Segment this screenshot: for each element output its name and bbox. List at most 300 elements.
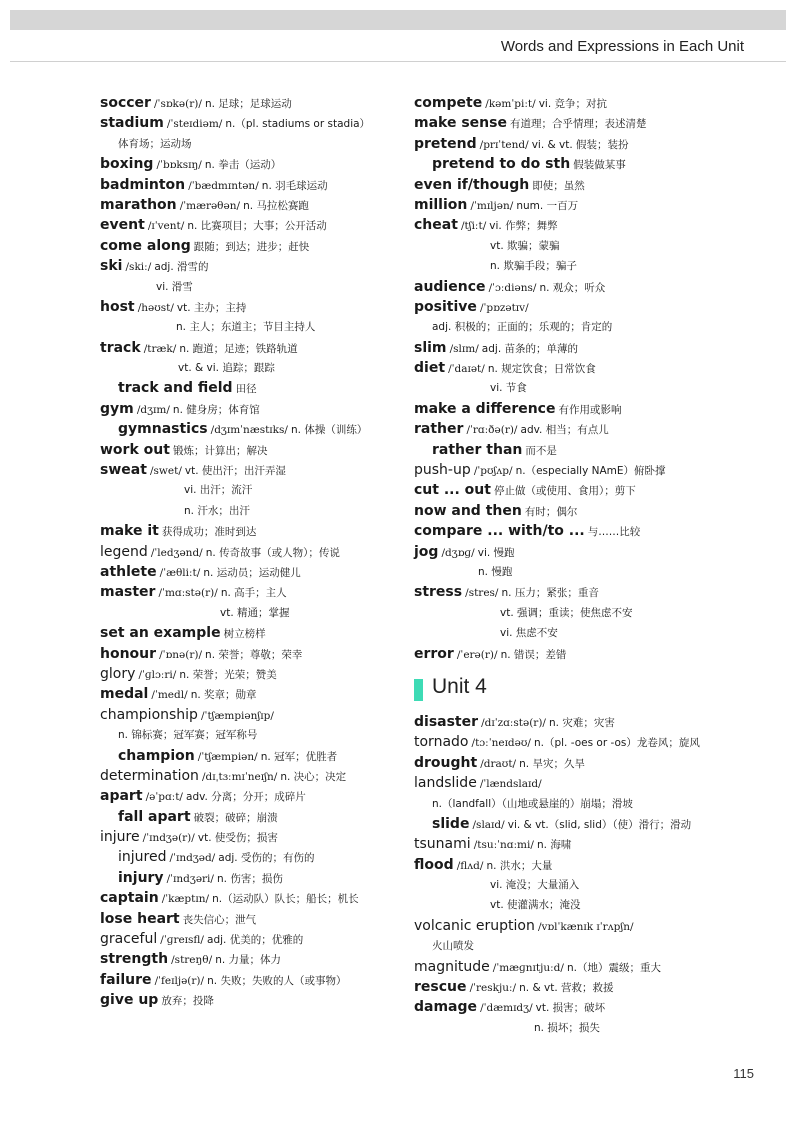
vocab-entry <box>414 175 784 195</box>
vocab-definition: vt. 使受伤；损害 <box>197 832 278 845</box>
unit-title: Unit 4 <box>432 674 487 698</box>
vocab-phonetic: /kəmˈpiːt/ <box>485 98 536 110</box>
vocab-entry <box>414 195 784 215</box>
vocab-entry <box>100 562 400 582</box>
vocab-definition: 锻炼；计算出；解决 <box>172 444 268 457</box>
vocab-word: damage <box>414 999 478 1016</box>
vocab-definition: n.（pl. stadiums or stadia） <box>225 118 371 131</box>
vocab-word: drought <box>414 754 478 771</box>
vocab-entry <box>100 644 400 664</box>
vocab-phonetic: /ˈkæptɪn/ <box>161 893 210 906</box>
vocab-word: set an example <box>100 625 221 642</box>
vocab-entry <box>100 542 400 562</box>
vocab-entry <box>414 501 784 521</box>
vocab-entry <box>100 868 400 888</box>
unit-3-continued-list <box>414 93 784 664</box>
vocab-definition: 而不是 <box>525 444 557 457</box>
vocab-entry <box>414 460 784 480</box>
vocab-word: even if/though <box>414 176 530 193</box>
vocab-definition: adj. 滑雪的 <box>154 261 209 274</box>
vocab-phonetic: /tʃiːt/ <box>460 220 487 233</box>
vocab-phonetic: /ˈɪndʒə(r)/ <box>142 832 195 845</box>
vocab-definition: n. 比赛项目；大事；公开活动 <box>187 220 327 233</box>
vocab-definition: vi. 出汗；流汗 <box>184 484 253 497</box>
vocab-word: glory <box>100 665 136 682</box>
vocab-entry <box>414 814 784 834</box>
vocab-phonetic: /dɪˌtɜːmɪˈneɪʃn/ <box>201 770 278 783</box>
vocab-entry <box>100 664 400 684</box>
vocab-entry <box>414 134 784 154</box>
vocab-word: rather <box>414 421 464 438</box>
vocab-entry <box>414 338 784 358</box>
vocab-phonetic: /ˈreskjuː/ <box>469 982 517 995</box>
vocab-phonetic: /ˈɡlɔːri/ <box>138 668 177 681</box>
vocab-phonetic: /dʒɒɡ/ <box>441 546 475 559</box>
vocab-word: event <box>100 217 145 234</box>
vocab-entry <box>414 399 784 419</box>
vocab-phonetic: /slaɪd/ <box>472 818 505 831</box>
vocab-phonetic: /ˈɪndʒəd/ <box>169 852 216 865</box>
vocab-entry <box>414 712 784 732</box>
vocab-phonetic: /ˈtʃæmpiən/ <box>197 750 258 763</box>
vocab-word: diet <box>414 360 446 377</box>
unit-accent-bar <box>414 679 423 701</box>
vocab-word: lose heart <box>100 910 180 927</box>
vocab-definition: 田径 <box>235 383 257 396</box>
vocab-definition: vi. 作弊；舞弊 <box>489 220 558 233</box>
vocab-entry <box>414 1018 784 1038</box>
vocab-phonetic: /ˈsɒkə(r)/ <box>154 98 202 110</box>
vocab-phonetic: /draʊt/ <box>480 757 517 770</box>
vocab-definition: n. 海啸 <box>536 839 572 852</box>
vocab-word: gymnastics <box>118 421 208 438</box>
vocab-word: medal <box>100 686 149 703</box>
vocab-definition: n. 错误；差错 <box>500 648 567 661</box>
vocab-word: magnitude <box>414 958 490 975</box>
vocab-entry <box>414 644 784 664</box>
vocab-entry <box>414 997 784 1017</box>
vocab-entry <box>100 175 400 195</box>
vocab-entry <box>100 807 400 827</box>
vocab-definition: vi. 节食 <box>490 382 527 395</box>
vocab-entry <box>414 834 784 854</box>
vocab-word: error <box>414 645 454 662</box>
vocab-word: stadium <box>100 115 164 132</box>
vocab-entry <box>414 277 784 297</box>
vocab-word: marathon <box>100 196 177 213</box>
vocab-word: make it <box>100 523 159 540</box>
vocab-word: compete <box>414 95 483 111</box>
vocab-entry <box>100 256 400 276</box>
vocab-entry <box>100 766 400 786</box>
vocab-entry <box>100 705 400 725</box>
vocab-definition: n. 锦标赛；冠军赛；冠军称号 <box>118 729 258 742</box>
vocab-definition: vi. & vt.（slid, slid）（使）滑行；滑动 <box>507 818 692 831</box>
vocab-entry <box>100 827 400 847</box>
vocab-word: legend <box>100 543 148 560</box>
vocab-word: champion <box>118 747 195 764</box>
vocab-definition: vi. 焦虑不安 <box>500 627 558 640</box>
vocab-entry <box>100 623 400 643</box>
vocab-entry <box>100 317 400 337</box>
vocab-word: track <box>100 339 141 356</box>
vocab-entry <box>100 460 400 480</box>
vocab-definition: 有时；偶尔 <box>524 505 578 518</box>
vocab-definition: num. 一百万 <box>516 199 579 212</box>
vocab-word: tornado <box>414 734 469 751</box>
vocab-entry <box>414 236 784 256</box>
vocab-definition: 停止做（或使用、食用）；剪下 <box>494 485 636 498</box>
vocab-phonetic: /flʌd/ <box>456 859 484 872</box>
vocab-definition: adj. 优美的；优雅的 <box>207 934 304 947</box>
vocab-entry <box>414 113 784 133</box>
vocab-definition: n. 损坏；损失 <box>534 1021 600 1034</box>
vocab-phonetic: /vɒlˈkænɪk ɪˈrʌpʃn/ <box>537 920 634 933</box>
vocab-definition: n. 奖章；勋章 <box>190 689 257 702</box>
vocab-entry <box>100 419 400 439</box>
vocab-definition: n. 力量；体力 <box>215 954 282 967</box>
vocab-definition: 放弃；投降 <box>161 995 214 1008</box>
vocab-entry <box>414 582 784 602</box>
vocab-word: million <box>414 196 468 213</box>
vocab-entry <box>100 297 400 317</box>
vocab-entry <box>414 753 784 773</box>
vocab-entry <box>100 990 400 1010</box>
vocab-word: flood <box>414 856 454 873</box>
vocab-phonetic: /ˈmedl/ <box>151 689 188 702</box>
vocab-phonetic: /stres/ <box>465 587 499 600</box>
vocab-entry <box>414 419 784 439</box>
vocab-definition: n. 羽毛球运动 <box>261 179 328 192</box>
vocab-phonetic: /ˈmɪljən/ <box>470 199 514 212</box>
vocab-word: slide <box>432 815 470 832</box>
vocab-definition: vt. & vi. 追踪；跟踪 <box>178 362 275 375</box>
vocab-entry <box>100 888 400 908</box>
vocab-definition: n. 荣誉；尊敬；荣幸 <box>205 648 303 661</box>
vocab-phonetic: /ɪˈvent/ <box>147 220 185 233</box>
vocab-definition: n. 失败；失败的人（或事物） <box>207 974 347 987</box>
vocab-entry <box>414 562 784 582</box>
vocab-phonetic: /ˈdaɪət/ <box>448 363 485 376</box>
vocab-word: come along <box>100 237 191 254</box>
vocab-definition: 即使；虽然 <box>532 179 585 192</box>
vocab-definition: vi. 慢跑 <box>477 546 515 559</box>
vocab-definition: n. 冠军；优胜者 <box>260 750 338 763</box>
vocab-entry <box>414 256 784 276</box>
vocab-definition: adv. 分离；分开；成碎片 <box>186 791 306 804</box>
vocab-word: audience <box>414 278 486 295</box>
vocab-definition: n. 旱灾；久旱 <box>519 757 585 770</box>
vocab-word: track and field <box>118 380 233 397</box>
vocab-word: disaster <box>414 713 479 730</box>
vocab-definition: vi. 淹没；大量涌入 <box>490 879 580 892</box>
vocab-phonetic: /skiː/ <box>125 261 152 274</box>
vocab-entry <box>414 297 784 317</box>
vocab-entry <box>100 440 400 460</box>
vocab-definition: n. 压力；紧张；重音 <box>501 587 599 600</box>
vocab-definition: vt. 损害；破坏 <box>535 1002 606 1015</box>
vocab-entry <box>414 875 784 895</box>
vocab-definition: n. 马拉松赛跑 <box>243 199 309 212</box>
vocab-phonetic: /ˈpɒzətɪv/ <box>479 301 529 314</box>
vocab-phonetic: /ˈɔːdiəns/ <box>488 281 537 294</box>
vocab-word: make a difference <box>414 400 556 417</box>
vocab-entry <box>414 154 784 174</box>
vocab-entry <box>100 338 400 358</box>
vocab-entry <box>100 929 400 949</box>
vocab-word: now and then <box>414 502 522 519</box>
vocab-definition: n. & vt. 营救；救援 <box>519 982 614 995</box>
vocab-phonetic: /ˈfeɪljə(r)/ <box>154 974 205 987</box>
vocab-definition: vi. 滑雪 <box>156 280 193 293</box>
vocab-phonetic: /ˈmærəθən/ <box>179 199 241 212</box>
vocab-word: pretend <box>414 135 477 152</box>
vocab-entry <box>100 746 400 766</box>
vocab-definition: n. 汗水；出汗 <box>184 504 250 517</box>
vocab-definition: n. 决心；决定 <box>280 770 347 783</box>
vocab-phonetic: /tɔːˈneɪdəʊ/ <box>471 737 531 750</box>
vocab-definition: 获得成功；准时到达 <box>161 526 257 539</box>
vocab-definition: n. 足球；足球运动 <box>204 98 292 110</box>
vocab-entry <box>100 358 400 378</box>
vocab-phonetic: /tsuːˈnɑːmi/ <box>473 839 534 852</box>
vocab-phonetic: /ˈdæmɪdʒ/ <box>480 1002 533 1015</box>
vocab-phonetic: /ˈmæɡnɪtjuːd/ <box>492 961 564 974</box>
vocab-word: determination <box>100 767 199 784</box>
vocab-entry <box>100 480 400 500</box>
vocab-definition: n. 体操（训练） <box>291 424 368 437</box>
vocab-word: cut ... out <box>414 482 491 499</box>
vocab-word: fall apart <box>118 808 191 825</box>
vocab-word: captain <box>100 890 159 907</box>
vocab-word: jog <box>414 543 439 560</box>
vocab-definition: adv. 相当；有点儿 <box>520 424 609 437</box>
vocab-word: compare ... with/to ... <box>414 523 585 540</box>
vocab-entry <box>414 732 784 752</box>
vocab-definition: n. 观众；听众 <box>539 281 606 294</box>
vocab-word: honour <box>100 645 157 662</box>
vocab-entry <box>100 603 400 623</box>
vocab-entry <box>100 399 400 419</box>
vocab-entry <box>414 358 784 378</box>
vocab-phonetic: /ˈlændslaɪd/ <box>479 778 542 791</box>
vocab-definition: adj. 受伤的；有伤的 <box>218 852 315 865</box>
vocab-phonetic: /dʒɪm/ <box>136 403 170 416</box>
vocab-definition: 树立榜样 <box>223 628 266 641</box>
vocab-definition: 跟随；到达；进步；赶快 <box>193 240 310 253</box>
vocab-definition: vt. 精通；掌握 <box>220 606 290 619</box>
vocab-word: make sense <box>414 115 507 132</box>
vocab-phonetic: /ˈɒnə(r)/ <box>159 648 202 661</box>
vocab-definition: n. 伤害；损伤 <box>217 872 283 885</box>
vocab-entry <box>414 480 784 500</box>
vocab-definition: n. 传奇故事（或人物）；传说 <box>205 546 340 559</box>
vocab-word: failure <box>100 971 152 988</box>
vocab-word: gym <box>100 400 134 417</box>
vocab-definition: n. 高手；主人 <box>220 587 287 600</box>
unit-heading <box>414 672 784 708</box>
vocab-entry <box>100 909 400 929</box>
vocab-word: give up <box>100 992 159 1009</box>
vocab-phonetic: /ˈpʊʃʌp/ <box>473 465 513 478</box>
vocab-word: soccer <box>100 95 151 111</box>
vocab-definition: 体育场；运动场 <box>118 137 192 150</box>
vocab-phonetic: /ˈtʃæmpiənʃɪp/ <box>201 709 274 722</box>
vocab-definition: n.（landfall）（山地或悬崖的）崩塌；滑坡 <box>432 797 633 810</box>
vocab-entry <box>414 916 784 936</box>
vocab-definition: n. 健身房；体育馆 <box>172 403 260 416</box>
vocab-word: rather than <box>432 441 523 458</box>
vocab-word: sweat <box>100 462 147 479</box>
vocab-word: injury <box>118 869 164 886</box>
vocab-entry <box>414 855 784 875</box>
vocab-definition: n.（运动队）队长；船长；机长 <box>212 893 359 906</box>
vocab-definition: n. 拳击（运动） <box>204 159 282 172</box>
vocab-entry <box>100 215 400 235</box>
vocab-phonetic: /həʊst/ <box>137 301 174 314</box>
vocab-definition: vi. 竞争；对抗 <box>538 98 607 110</box>
vocab-entry <box>414 794 784 814</box>
vocab-entry <box>100 113 400 133</box>
page-number: 115 <box>733 1066 754 1081</box>
vocab-entry <box>100 725 400 745</box>
vocab-definition: vt. 强调；重读；使焦虑不安 <box>500 606 633 619</box>
vocab-definition: 火山喷发 <box>432 940 474 953</box>
top-gray-bar <box>10 10 786 30</box>
vocab-word: injure <box>100 829 140 846</box>
vocab-word: pretend to do sth <box>432 156 571 173</box>
vocab-definition: n. 荣誉；光荣；赞美 <box>179 668 277 681</box>
vocab-phonetic: /ˈledʒənd/ <box>150 546 203 559</box>
vocab-entry <box>100 93 400 113</box>
vocab-word: work out <box>100 441 170 458</box>
vocab-entry <box>414 215 784 235</box>
vocab-entry <box>414 521 784 541</box>
vocab-definition: n. 欺骗手段；骗子 <box>490 260 577 273</box>
vocab-definition: n. 主人；东道主；节目主持人 <box>176 321 316 334</box>
vocab-entry <box>414 977 784 997</box>
vocab-entry <box>414 378 784 398</box>
vocab-definition: vt. 欺骗；蒙骗 <box>490 239 560 252</box>
vocab-phonetic: /swet/ <box>149 465 182 478</box>
vocab-word: injured <box>118 849 167 866</box>
vocab-word: positive <box>414 298 477 315</box>
vocab-definition: n. 跑道；足迹；铁路轨道 <box>179 342 298 355</box>
vocab-word: push-up <box>414 462 471 479</box>
vocab-phonetic: /ˈɡreɪsfl/ <box>160 934 204 947</box>
vocab-word: ski <box>100 258 123 275</box>
vocab-word: tsunami <box>414 836 471 853</box>
vocab-definition: n. 规定饮食；日常饮食 <box>487 363 596 376</box>
vocab-phonetic: /træk/ <box>143 342 177 355</box>
vocab-entry <box>414 773 784 793</box>
vocab-word: stress <box>414 584 463 601</box>
vocab-definition: 破裂；破碎；崩溃 <box>193 811 278 824</box>
vocab-definition: n. 洪水；大量 <box>486 859 553 872</box>
vocab-definition: vt. 使灌满水；淹没 <box>490 899 581 912</box>
vocab-entry <box>414 603 784 623</box>
vocab-definition: n.（pl. -oes or -os）龙卷风；旋风 <box>533 737 700 750</box>
vocab-entry <box>100 236 400 256</box>
vocab-phonetic: /ˈsteɪdiəm/ <box>166 118 223 131</box>
vocab-definition: 假装做某事 <box>573 159 626 172</box>
vocab-word: master <box>100 584 156 601</box>
vocab-definition: adj. 苗条的；单薄的 <box>481 342 578 355</box>
vocab-word: rescue <box>414 979 467 996</box>
left-column <box>100 93 400 1011</box>
vocab-definition: 与……比较 <box>587 526 641 539</box>
vocab-entry <box>100 847 400 867</box>
vocab-phonetic: /ˈæθliːt/ <box>159 566 201 579</box>
vocab-phonetic: /ˈbædmɪntən/ <box>188 179 259 192</box>
vocab-entry <box>414 542 784 562</box>
vocab-entry <box>100 521 400 541</box>
vocab-definition: n. 慢跑 <box>478 565 513 578</box>
vocab-definition: n.（especially NAmE）俯卧撑 <box>515 465 666 478</box>
vocab-entry <box>414 957 784 977</box>
vocab-word: badminton <box>100 176 186 193</box>
vocab-entry <box>414 440 784 460</box>
vocab-word: strength <box>100 951 169 968</box>
vocab-entry <box>100 501 400 521</box>
vocab-word: cheat <box>414 217 458 234</box>
vocab-word: volcanic eruption <box>414 917 535 934</box>
vocab-definition: adj. 积极的；正面的；乐观的；肯定的 <box>432 321 613 334</box>
vocab-entry <box>414 895 784 915</box>
vocab-definition: 丧失信心；泄气 <box>182 913 257 926</box>
vocab-entry <box>100 154 400 174</box>
vocab-definition: vt. 使出汗；出汗弄湿 <box>184 465 286 478</box>
vocab-definition: 有作用或影响 <box>558 403 622 416</box>
vocab-entry <box>100 195 400 215</box>
vocab-entry <box>100 277 400 297</box>
vocab-word: apart <box>100 788 143 805</box>
vocab-entry <box>414 623 784 643</box>
vocab-entry <box>100 684 400 704</box>
vocab-entry <box>414 93 784 113</box>
vocab-definition: 有道理；合乎情理；表述清楚 <box>510 118 647 131</box>
vocab-definition: n. 运动员；运动健儿 <box>203 566 301 579</box>
vocab-phonetic: /slɪm/ <box>449 342 479 355</box>
vocab-phonetic: /streŋθ/ <box>171 954 213 967</box>
vocab-definition: n. 灾难；灾害 <box>549 716 615 729</box>
vocab-phonetic: /ˈerə(r)/ <box>456 648 498 661</box>
vocab-entry <box>100 582 400 602</box>
vocab-word: championship <box>100 706 198 723</box>
vocab-phonetic: /ˈmɑːstə(r)/ <box>158 587 218 600</box>
vocab-definition: vt. 主办；主持 <box>176 301 247 314</box>
vocab-word: slim <box>414 339 447 356</box>
vocab-entry <box>100 786 400 806</box>
vocab-phonetic: /ˈɪndʒəri/ <box>166 872 214 885</box>
vocab-entry <box>100 970 400 990</box>
vocab-word: boxing <box>100 156 154 173</box>
vocab-word: graceful <box>100 931 158 948</box>
vocab-entry <box>414 936 784 956</box>
vocab-word: landslide <box>414 775 477 792</box>
running-header: Words and Expressions in Each Unit <box>500 38 744 55</box>
vocab-phonetic: /dʒɪmˈnæstɪks/ <box>210 424 288 437</box>
vocab-phonetic: /əˈpɑːt/ <box>145 791 183 804</box>
vocab-phonetic: /prɪˈtend/ <box>479 138 529 151</box>
unit-4-list <box>414 712 784 1038</box>
vocab-word: athlete <box>100 563 157 580</box>
vocab-phonetic: /dɪˈzɑːstə(r)/ <box>481 716 546 729</box>
vocab-entry <box>100 949 400 969</box>
vocab-phonetic: /ˈrɑːðə(r)/ <box>466 424 518 437</box>
vocab-definition: n.（地）震级；重大 <box>567 961 661 974</box>
vocab-word: host <box>100 298 135 315</box>
